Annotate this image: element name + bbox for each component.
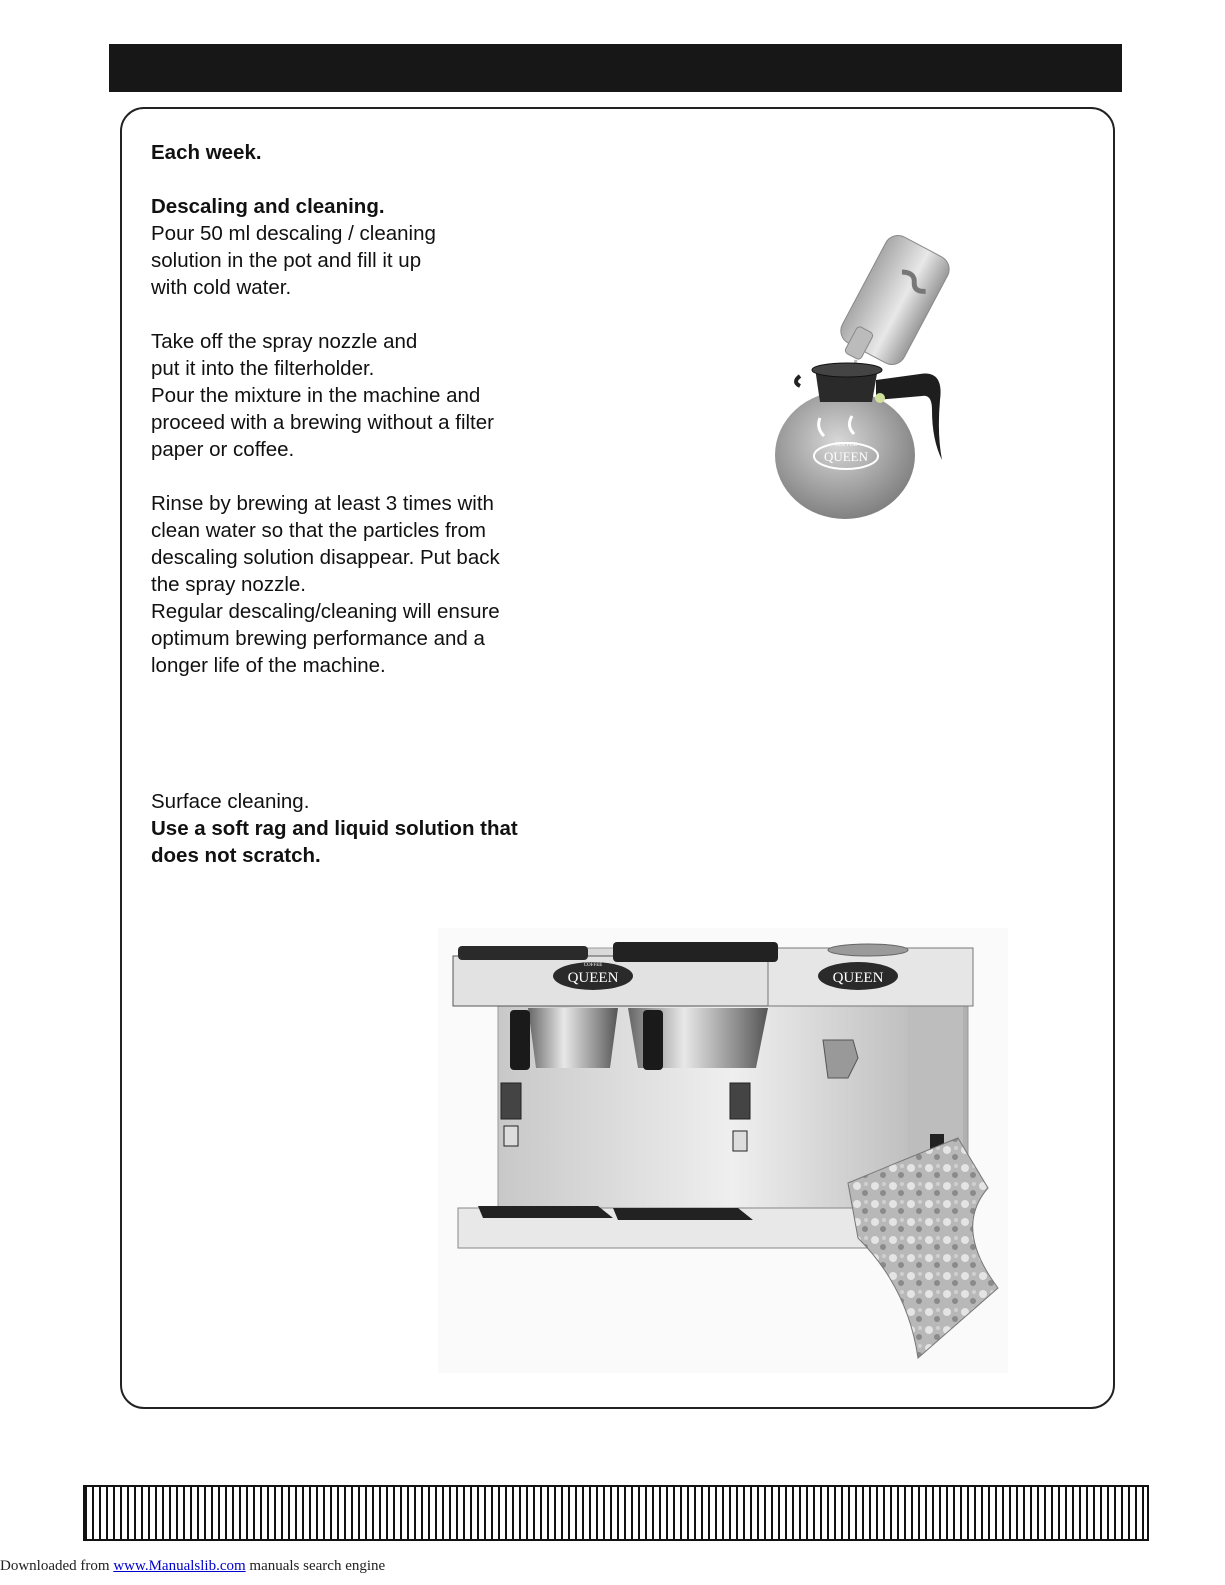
surface-line: does not scratch.: [151, 844, 321, 867]
coffee-pot-icon: [775, 363, 942, 519]
section-heading: Each week.: [151, 141, 262, 164]
coffee-machine-illustration: [438, 928, 1008, 1373]
svg-text:QUEEN: QUEEN: [567, 970, 619, 986]
descaling-instructions: [151, 139, 571, 679]
text-line: Pour the mixture in the machine and: [151, 384, 481, 407]
descaling-title: Descaling and cleaning.: [151, 195, 385, 218]
text-line: put it into the filterholder.: [151, 357, 375, 380]
manualslib-link[interactable]: www.Manualslib.com: [113, 1558, 246, 1574]
text-line: descaling solution disappear. Put back: [151, 546, 500, 569]
header-bar: [109, 44, 1122, 92]
surface-cleaning: [151, 788, 581, 869]
svg-text:COFFEE: COFFEE: [834, 442, 858, 448]
text-line: Regular descaling/cleaning will ensure: [151, 600, 500, 623]
surface-title: Surface cleaning.: [151, 790, 310, 813]
page-barcode-strip: [83, 1485, 1149, 1541]
footer-prefix: Downloaded from: [0, 1558, 114, 1574]
text-line: longer life of the machine.: [151, 654, 386, 677]
text-line: proceed with a brewing without a filter: [151, 411, 494, 434]
footer-suffix: manuals search engine: [245, 1558, 386, 1574]
text-line: optimum brewing performance and a: [151, 627, 485, 650]
text-line: Pour 50 ml descaling / cleaning: [151, 222, 436, 245]
text-line: with cold water.: [151, 276, 292, 299]
text-line: the spray nozzle.: [151, 573, 306, 596]
text-line: Take off the spray nozzle and: [151, 330, 418, 353]
surface-line: Use a soft rag and liquid solution that: [151, 817, 518, 840]
text-line: Rinse by brewing at least 3 times with: [151, 492, 494, 515]
download-footer: [0, 1558, 385, 1575]
text-line: clean water so that the particles from: [151, 519, 486, 542]
svg-text:COFFEE: COFFEE: [583, 963, 603, 968]
svg-text:QUEEN: QUEEN: [823, 449, 869, 464]
descaling-pot-illustration: [760, 210, 990, 530]
svg-text:QUEEN: QUEEN: [832, 970, 884, 986]
bottle-icon: [836, 231, 954, 378]
text-line: paper or coffee.: [151, 438, 295, 461]
text-line: solution in the pot and fill it up: [151, 249, 422, 272]
